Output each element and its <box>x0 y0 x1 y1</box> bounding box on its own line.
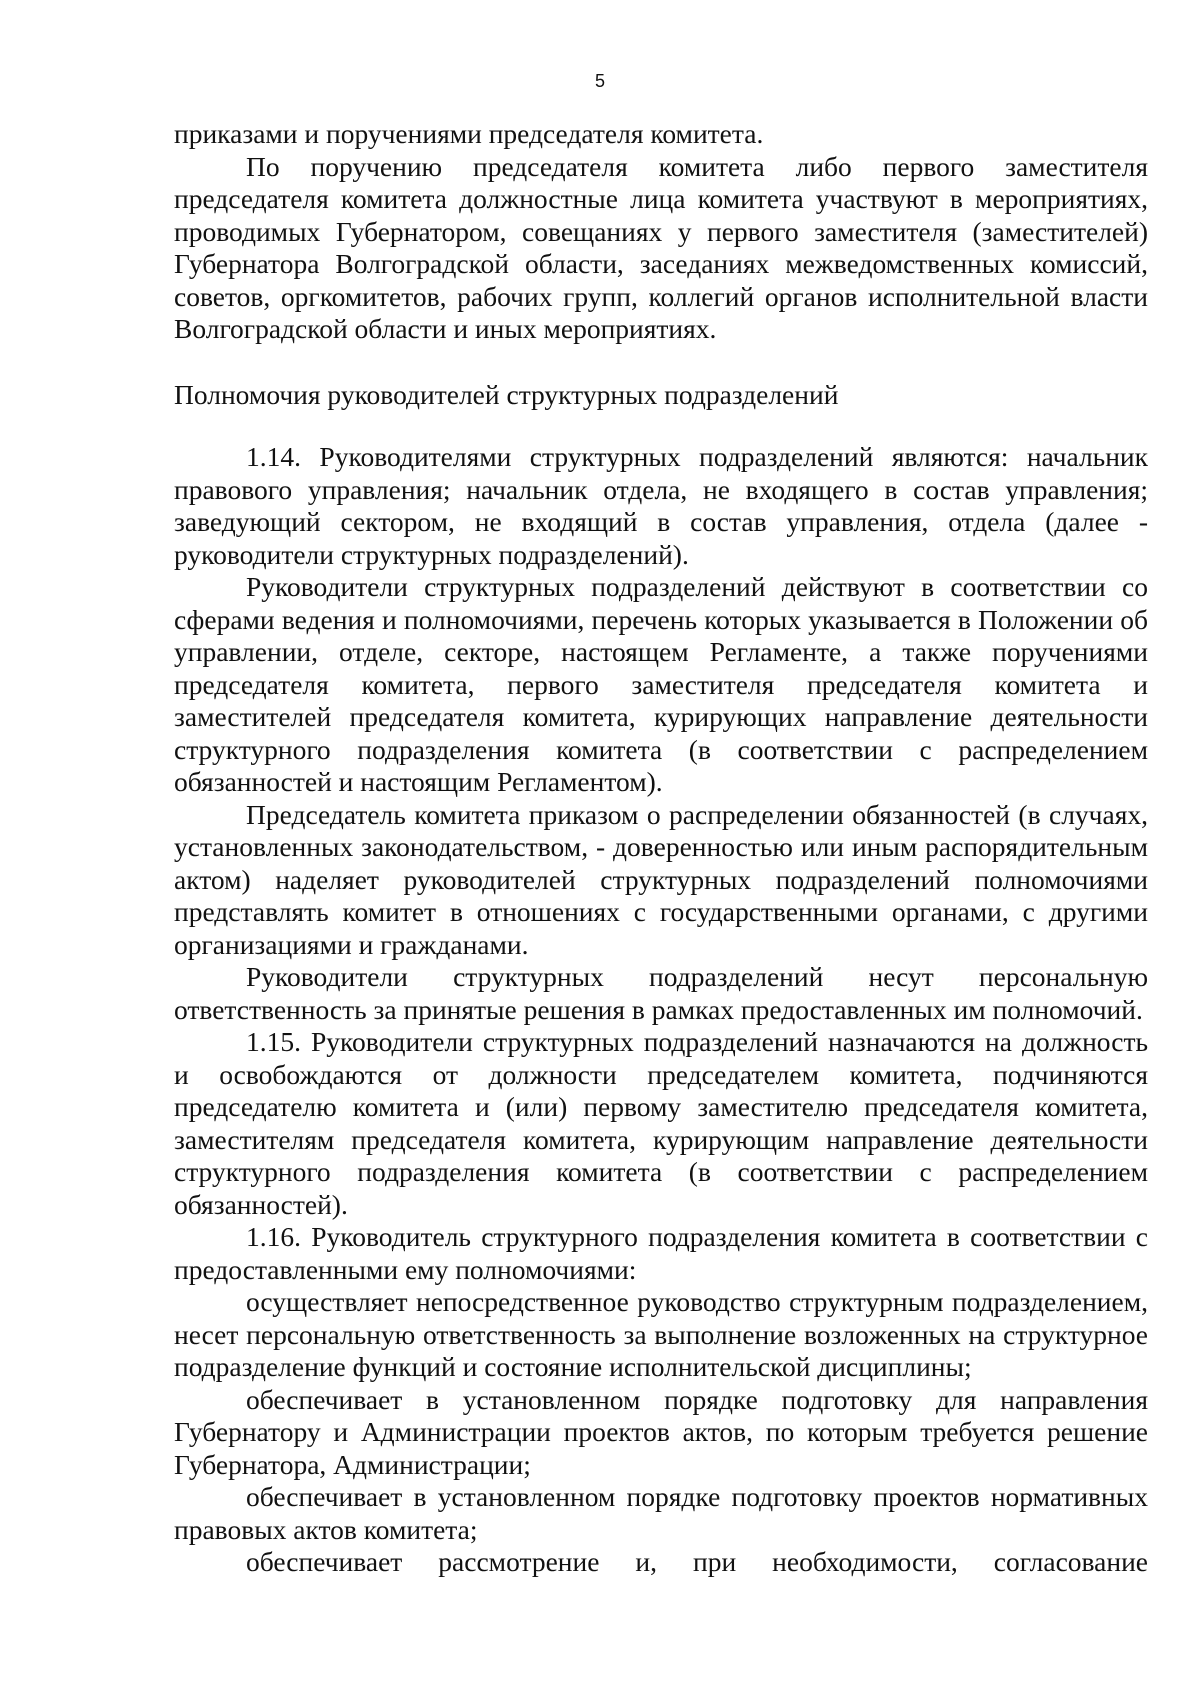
page-number: 5 <box>594 71 605 91</box>
paragraph-1-15: 1.15. Руководители структурных подразделений назначаются на должность и освобождаются от должности председателем комитета, подчиняются председателю комитета и (или) первому заместителю председателя комитета, заместителям председателя комитета, курирующим направление деятельности структурного подразделения комитета (в соответствии с распределением обязанностей). <box>174 1026 1148 1220</box>
section-heading: Полномочия руководителей структурных подразделений <box>174 378 839 410</box>
list-item-acts-preparation: обеспечивает в установленном порядке подготовку для направления Губернатору и Администрации проектов актов, по которым требуется решение Губернатора, Администрации; <box>174 1383 1148 1480</box>
paragraph-responsibility: Руководители структурных подразделений несут персональную ответственность за принятые решения в рамках предоставленных им полномочий. <box>174 961 1148 1025</box>
list-item-normative-acts: обеспечивает в установленном порядке подготовку проектов нормативных правовых актов комитета; <box>174 1481 1148 1545</box>
paragraph-1-14: 1.14. Руководителями структурных подразделений являются: начальник правового управления; начальник отдела, не входящего в состав управления; заведующий сектором, не входящий в состав управления, отдела (далее - руководители структурных подразделений). <box>174 441 1148 570</box>
paragraph-heads-act: Руководители структурных подразделений действуют в соответствии со сферами ведения и полномочиями, перечень которых указывается в Положении об управлении, отделе, секторе, настоящем Регламенте, а также поручениями председателя комитета, первого заместителя председателя комитета и заместителей председателя комитета, курирующих направление деятельности структурного подразделения комитета (в соответствии с распределением обязанностей и настоящим Регламентом). <box>174 571 1148 797</box>
list-item-review: обеспечивает рассмотрение и, при необходимости, согласование <box>246 1546 1148 1577</box>
paragraph-participation: По поручению председателя комитета либо первого заместителя председателя комитета должностные лица комитета участвуют в мероприятиях, проводимых Губернатором, совещаниях у первого заместителя (заместителей) Губернатора Волгоградской области, заседаниях межведомственных комиссий, советов, оргкомитетов, рабочих групп, коллегий органов исполнительной власти Волгоградской области и иных мероприятиях. <box>174 150 1148 344</box>
document-body <box>174 118 1148 1579</box>
paragraph-1-16: 1.16. Руководитель структурного подразделения комитета в соответствии с предоставленными ему полномочиями: <box>174 1221 1148 1285</box>
paragraph-chairman-order: Председатель комитета приказом о распределении обязанностей (в случаях, установленных законодательством, - доверенностью или иным распорядительным актом) наделяет руководителей структурных подразделений полномочиями представлять комитет в отношениях с государственными органами, с другими организациями и гражданами. <box>174 798 1148 960</box>
list-item-management: осуществляет непосредственное руководство структурным подразделением, несет персональную ответственность за выполнение возложенных на структурное подразделение функций и состояние исполнительской дисциплины; <box>174 1286 1148 1382</box>
paragraph-continuation: приказами и поручениями председателя комитета. <box>174 118 764 149</box>
